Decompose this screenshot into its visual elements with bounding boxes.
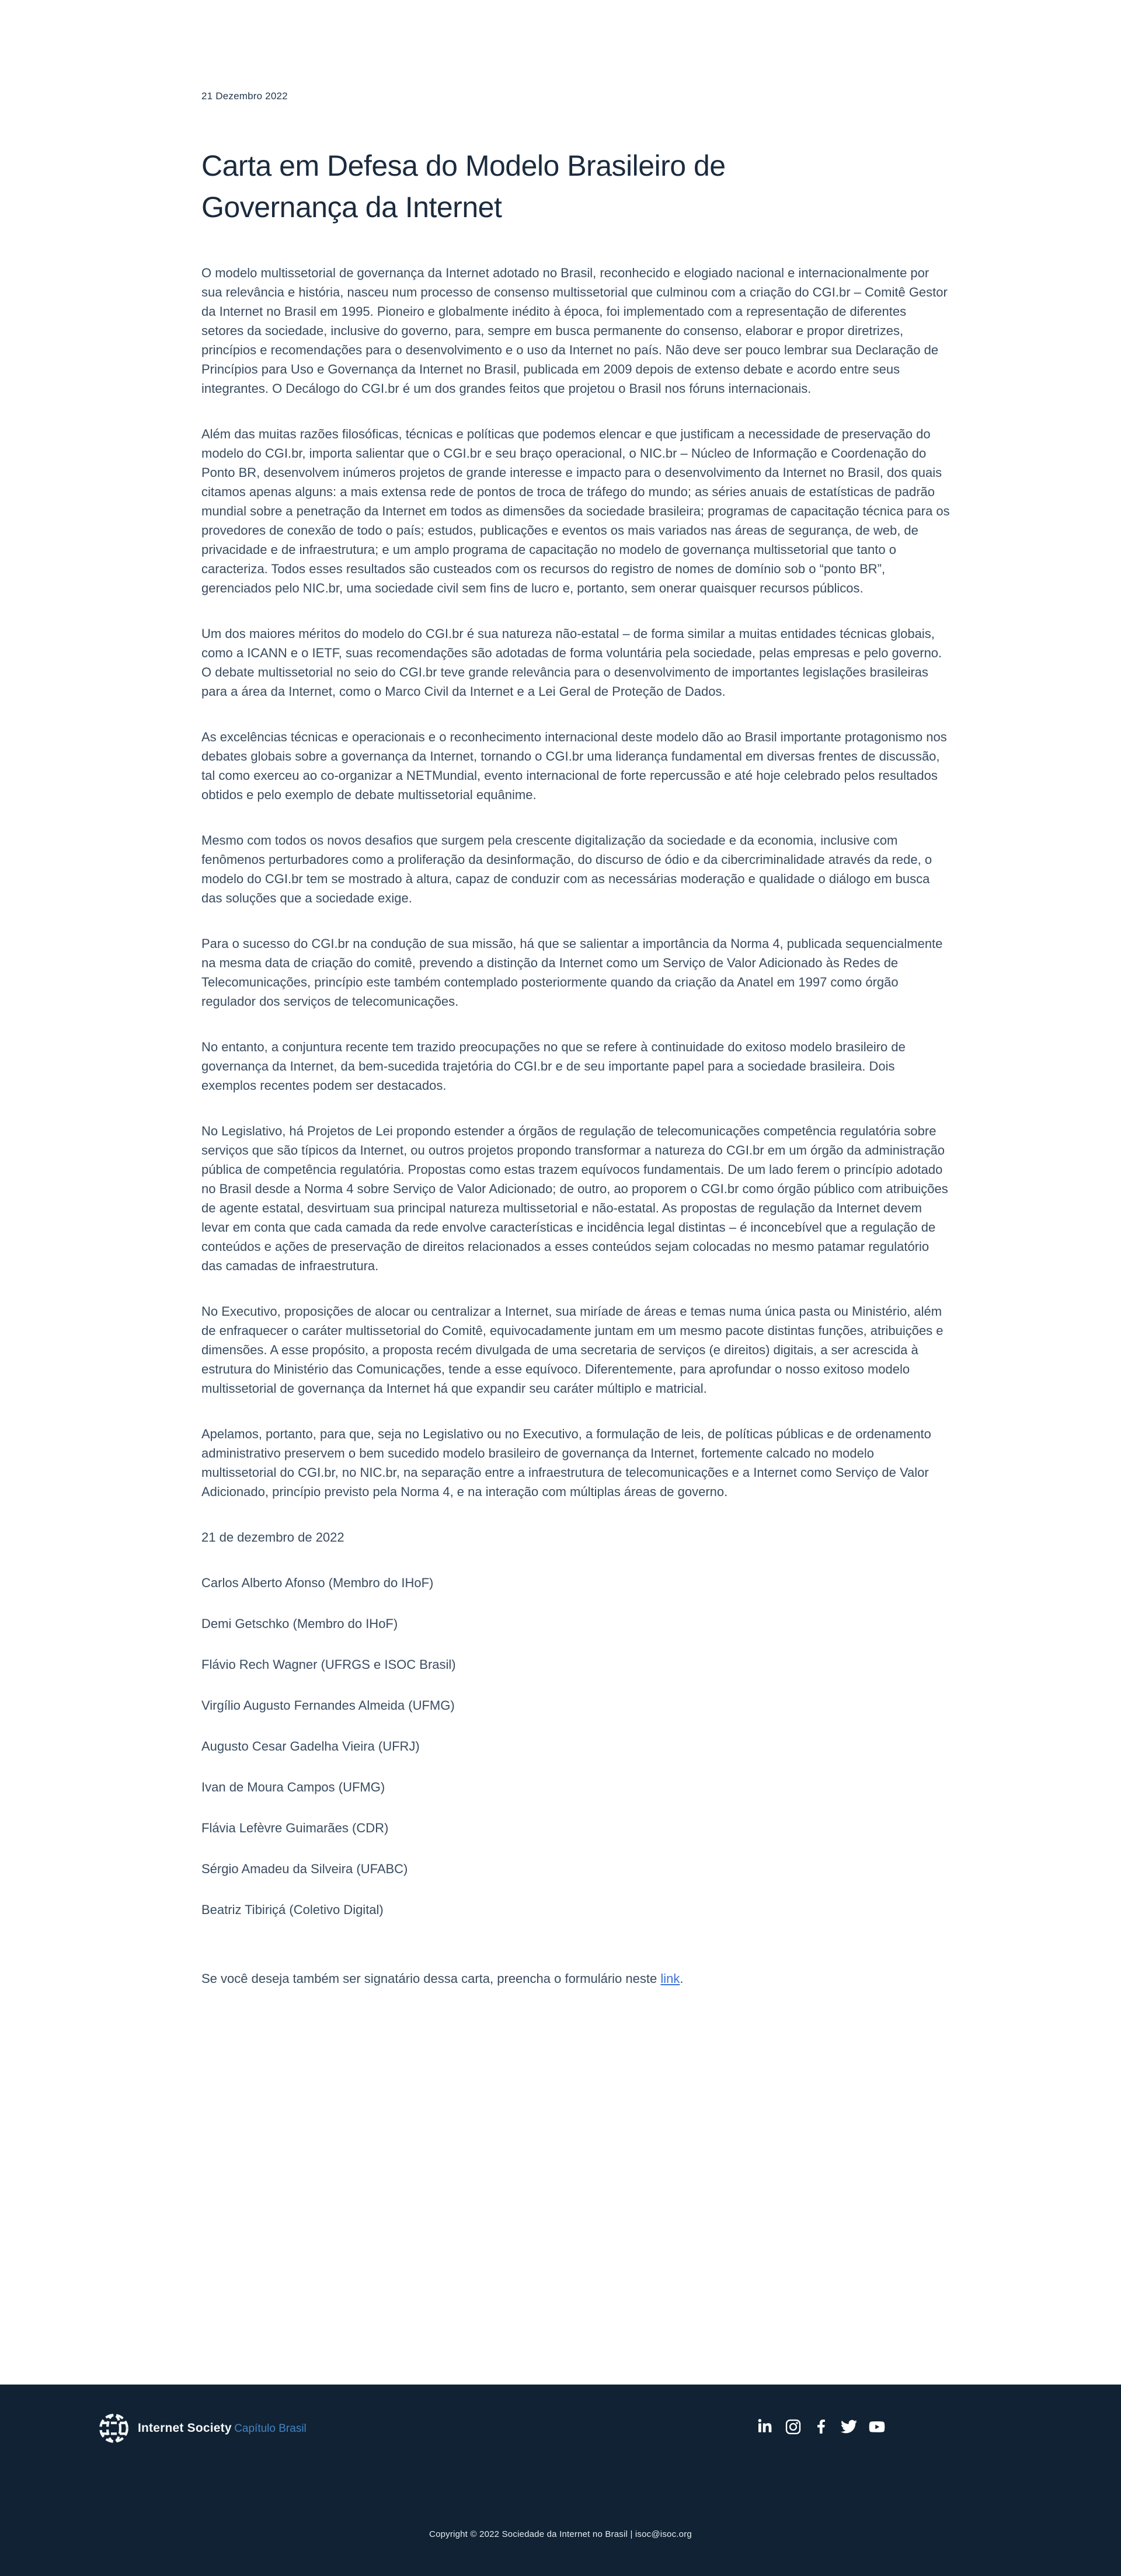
internet-society-globe-icon	[98, 2413, 130, 2444]
page-title	[201, 145, 952, 228]
signatory: Beatriz Tibiriçá (Coletivo Digital)	[201, 1902, 384, 1917]
facebook-icon[interactable]	[813, 2418, 829, 2435]
paragraph: No entanto, a conjuntura recente tem trazido preocupações no que se refere à continuidade do exitoso modelo brasileiro de governança da Internet, da bem-sucedida trajetória do CGI.br e de seu importante papel para a sociedade brasileira. Dois exemplos recentes podem ser destacados.	[201, 1040, 906, 1093]
signatory: Virgílio Augusto Fernandes Almeida (UFMG)	[201, 1698, 455, 1713]
paragraph: Mesmo com todos os novos desafios que surgem pela crescente digitalização da sociedade e da economia, inclusive com fenômenos perturbadores como a proliferação da desinformação, do discurso de ódio e da cibercriminalidade através da rede, o modelo do CGI.br tem se mostrado à altura, capaz de conduzir com as necessárias moderação e qualidade o diálogo em busca das soluções que a sociedade exige.	[201, 833, 932, 905]
paragraph: Um dos maiores méritos do modelo do CGI.br é sua natureza não-estatal – de forma similar a muitas entidades técnicas globais, como a ICANN e o IETF, suas recomendações são adotadas de forma voluntária pela sociedade, pelas empresas e pelo governo. O debate multissetorial no seio do CGI.br teve grande relevância para o desenvolvimento de importantes legislações brasileiras para a área da Internet, como o Marco Civil da Internet e a Lei Geral de Proteção de Dados.	[201, 626, 942, 699]
footer-org-name: Internet Society	[138, 2421, 232, 2435]
signatory: Flávia Lefèvre Guimarães (CDR)	[201, 1821, 389, 1835]
signup-line	[201, 1969, 952, 1988]
footer-brand-text	[138, 2421, 307, 2436]
twitter-icon[interactable]	[841, 2418, 857, 2435]
signatory: Demi Getschko (Membro do IHoF)	[201, 1616, 398, 1631]
signatory: Ivan de Moura Campos (UFMG)	[201, 1780, 385, 1794]
paragraph: Para o sucesso do CGI.br na condução de sua missão, há que se salientar a importância da Norma 4, publicada sequencialmente na mesma data de criação do comitê, prevendo a distinção da Internet como um Serviço de Valor Adicionado às Redes de Telecomunicações, princípio este também contemplado posteriormente quando da criação da Anatel em 1997 como órgão regulador dos serviços de telecomunicações.	[201, 936, 943, 1009]
signatory: Sérgio Amadeu da Silveira (UFABC)	[201, 1862, 408, 1876]
footer-chapter-name: Capítulo Brasil	[234, 2422, 307, 2435]
paragraph: Além das muitas razões filosóficas, técnicas e políticas que podemos elencar e que justificam a necessidade de preservação do modelo do CGI.br, importa salientar que o CGI.br e seu braço operacional, o NIC.br – Núcleo de Informação e Coordenação do Ponto BR, desenvolvem inúmeros projetos de grande interesse e impacto para o desenvolvimento da Internet no Brasil, dos quais citamos apenas alguns: a mais extensa rede de pontos de troca de tráfego do mundo; as séries anuais de estatísticas de padrão mundial sobre a penetração da Internet em todos as dimensões da sociedade brasileira; programas de capacitação técnica para os provedores de conexão de todo o país; estudos, publicações e eventos os mais variados nas áreas de segurança, de web, de privacidade e de infraestrutura; e um amplo programa de capacitação no modelo de governança multissetorial que tanto o caracteriza. Todos esses resultados são custeados com os recursos do registro de nomes de domínio sob o “ponto BR”, gerenciados pelo NIC.br, uma sociedade civil sem fins de lucro e, portanto, sem onerar quaisquer recursos públicos.	[201, 427, 950, 595]
signatory: Flávio Rech Wagner (UFRGS e ISOC Brasil)	[201, 1657, 456, 1672]
signatories-list	[201, 1573, 952, 1919]
page-title-line-2: Governança da Internet	[201, 191, 502, 224]
signatory: Augusto Cesar Gadelha Vieira (UFRJ)	[201, 1739, 420, 1754]
social-links	[757, 2418, 885, 2435]
footer	[0, 2385, 1121, 2576]
signup-text-before: Se você deseja também ser signatário dessa carta, preencha o formulário neste	[201, 1971, 661, 1986]
closing-date: 21 de dezembro de 2022	[201, 1530, 344, 1545]
footer-copyright: Copyright © 2022 Sociedade da Internet no Brasil | isoc@isoc.org	[429, 2529, 692, 2539]
paragraph: As excelências técnicas e operacionais e o reconhecimento internacional deste modelo dão ao Brasil importante protagonismo nos debates globais sobre a governança da Internet, tornando o CGI.br uma liderança fundamental em diversas frentes de discussão, tal como exerceu ao co-organizar a NETMundial, evento internacional de forte repercussão e até hoje celebrado pelos resultados obtidos e pelo exemplo de debate multissetorial equânime.	[201, 730, 947, 802]
instagram-icon[interactable]	[785, 2418, 801, 2435]
paragraph: Apelamos, portanto, para que, seja no Legislativo ou no Executivo, a formulação de leis, de políticas públicas e de ordenamento administrativo preservem o bem sucedido modelo brasileiro de governança da Internet, fortemente calcado no modelo multissetorial do CGI.br, no NIC.br, na separação entre a infraestrutura de telecomunicações e a Internet como Serviço de Valor Adicionado, princípio previsto pela Norma 4, e na interação com múltiplas áreas de governo.	[201, 1427, 931, 1499]
linkedin-icon[interactable]	[757, 2418, 773, 2435]
paragraph: No Executivo, proposições de alocar ou centralizar a Internet, sua miríade de áreas e temas numa única pasta ou Ministério, além de enfraquecer o caráter multissetorial do Comitê, equivocadamente juntam em um mesmo pacote distintas funções, atribuições e dimensões. A esse propósito, a proposta recém divulgada de uma secretaria de serviços (e direitos) digitais, a ser acrescida à estrutura do Ministério das Comunicações, tende a esse equívoco. Diferentemente, para aprofundar o nosso exitoso modelo multissetorial de governança da Internet há que expandir seu caráter múltiplo e matricial.	[201, 1304, 944, 1396]
signatory: Carlos Alberto Afonso (Membro do IHoF)	[201, 1575, 434, 1590]
signup-form-link[interactable]: link	[660, 1971, 680, 1986]
footer-brand-link[interactable]	[98, 2413, 307, 2444]
posted-date: 21 Dezembro 2022	[201, 90, 288, 102]
paragraph: No Legislativo, há Projetos de Lei propondo estender a órgãos de regulação de telecomunicações competência regulatória sobre serviços que são típicos da Internet, ou outros projetos propondo transformar a natureza do CGI.br em um órgão da administração pública de competência regulatória. Propostas como estas trazem equívocos fundamentais. De um lado ferem o princípio adotado no Brasil desde a Norma 4 sobre Serviço de Valor Adicionado; de outro, ao proporem o CGI.br como órgão público com atribuições de agente estatal, desvirtuam sua principal natureza multissetorial e não-estatal. As propostas de regulação da Internet devem levar em conta que cada camada da rede envolve características e incidência legal distintas – é inconcebível que a regulação de conteúdos e ações de preservação de direitos relacionados a esses conteúdos sejam colocadas no mesmo patamar regulatório das camadas de infraestrutura.	[201, 1124, 948, 1273]
article-body	[201, 263, 952, 1501]
paragraph: O modelo multissetorial de governança da Internet adotado no Brasil, reconhecido e elogiado nacional e internacionalmente por sua relevância e história, nasceu num processo de consenso multissetorial que culminou com a criação do CGI.br – Comitê Gestor da Internet no Brasil em 1995. Pioneiro e globalmente inédito à época, foi implementado com a representação de diferentes setores da sociedade, inclusive do governo, para, sempre em busca permanente do consenso, elaborar e propor diretrizes, princípios e recomendações para o desenvolvimento e o uso da Internet no país. Não deve ser pouco lembrar sua Declaração de Princípios para Uso e Governança da Internet no Brasil, publicada em 2009 depois de extenso debate e acordo entre seus integrantes. O Decálogo do CGI.br é um dos grandes feitos que projetou o Brasil nos fóruns internacionais.	[201, 266, 948, 396]
youtube-icon[interactable]	[869, 2418, 885, 2435]
signup-text-after: .	[680, 1971, 684, 1986]
page-title-line-1: Carta em Defesa do Modelo Brasileiro de	[201, 149, 726, 182]
